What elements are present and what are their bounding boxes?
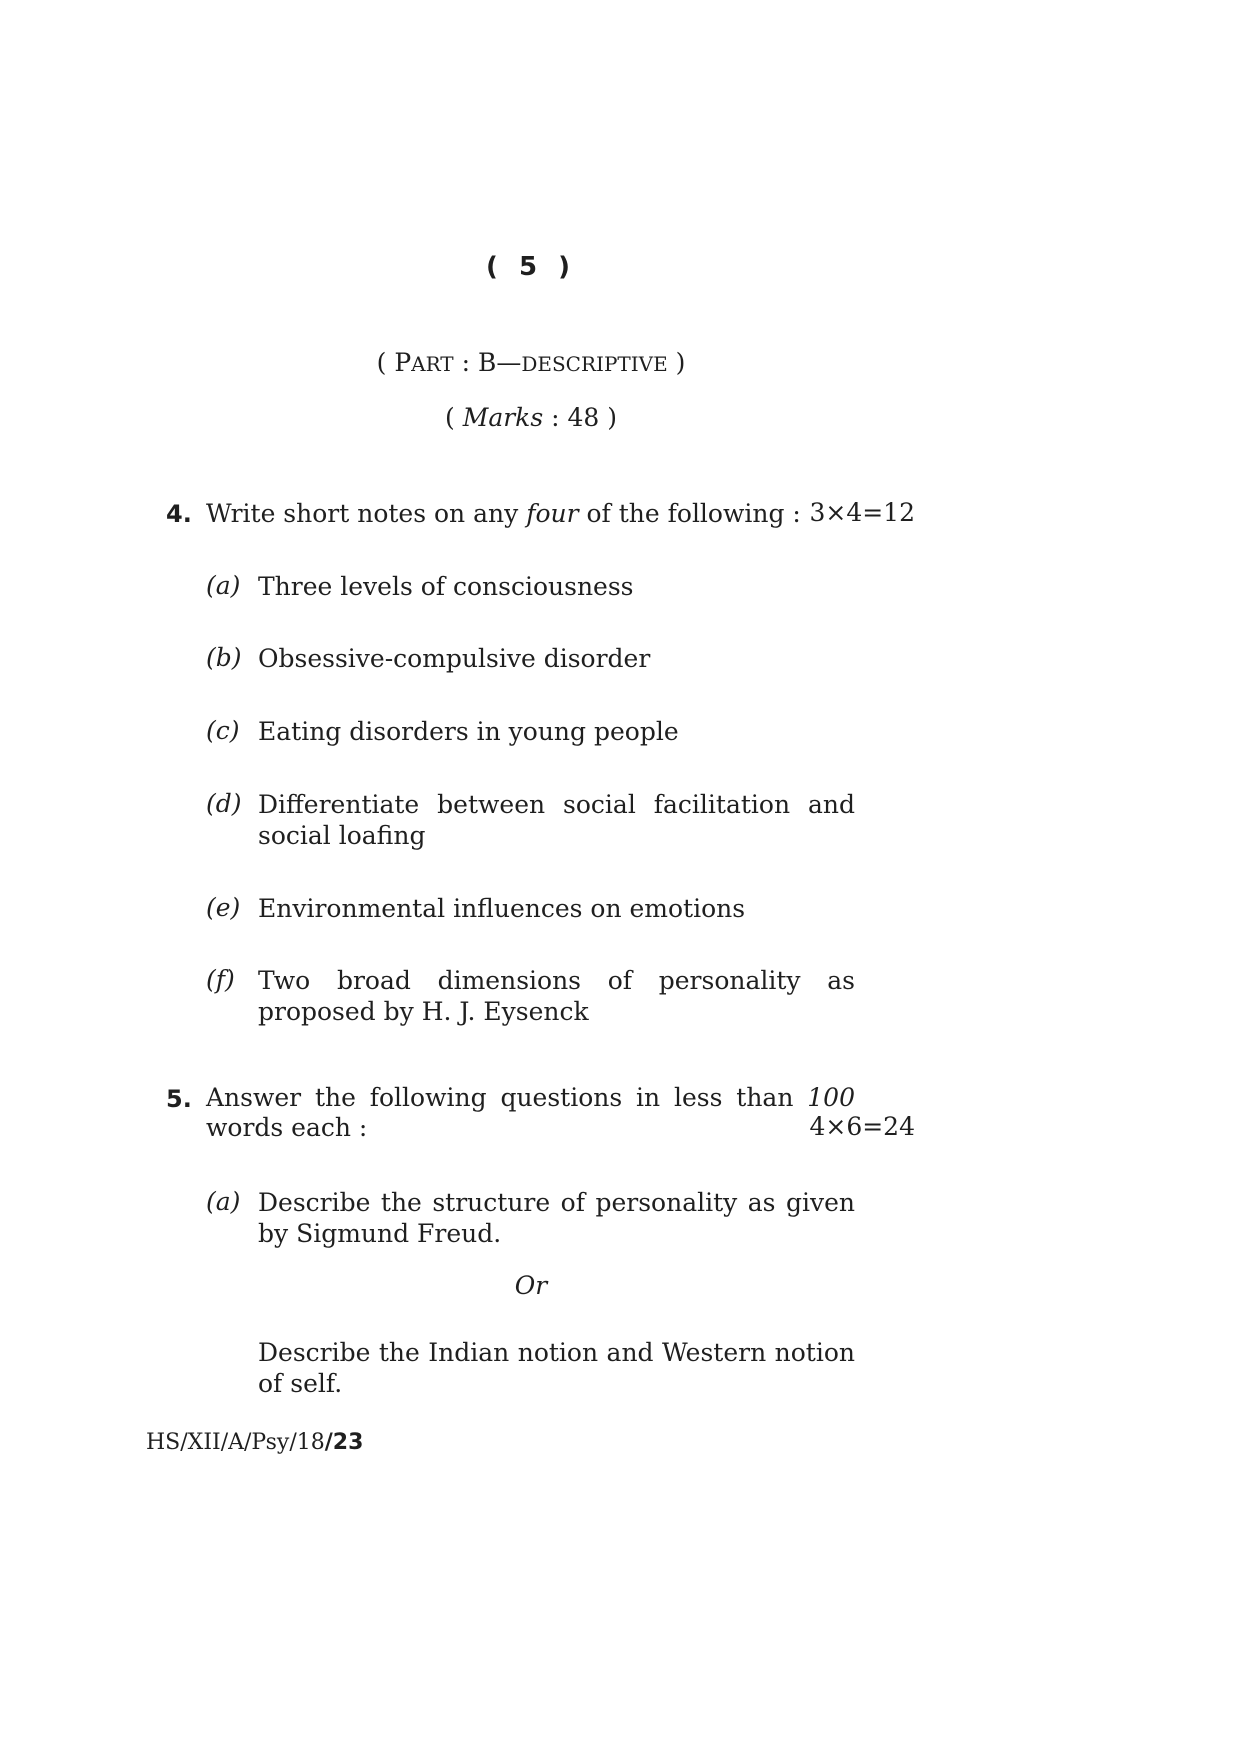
q4-option-text-c: Eating disorders in young people xyxy=(258,717,679,746)
q4-number: 4. xyxy=(166,500,192,528)
q4-option-text-b: Obsessive-compulsive disorder xyxy=(258,644,651,673)
q5-number: 5. xyxy=(166,1085,192,1113)
part-initial: P xyxy=(394,348,412,377)
q5-instruction-line2: words each : xyxy=(206,1113,368,1142)
q4-option-label-f: (f) xyxy=(206,965,235,994)
q4-text-after: of the following : xyxy=(578,499,801,528)
q4-option-label-e: (e) xyxy=(206,893,241,922)
q5-alternative-text: Describe the Indian notion and Western notion of self. xyxy=(258,1338,855,1398)
q4-option-text-f: Two broad dimensions of personality as proposed by H. J. Eysenck xyxy=(258,966,855,1026)
part-descriptive: DESCRIPTIVE xyxy=(521,352,668,376)
q4-text-before: Write short notes on any xyxy=(206,499,527,528)
q4-option-label-d: (d) xyxy=(206,789,242,818)
q5-marks: 4×6=24 xyxy=(809,1112,915,1141)
q5-option-text-a: Describe the structure of personality as given by Sigmund Freud. xyxy=(258,1188,855,1248)
part-separator: : B— xyxy=(453,348,522,377)
q4-option-text-e: Environmental influences on emotions xyxy=(258,894,746,923)
part-close: ) xyxy=(667,348,686,377)
marks-open: ( xyxy=(445,403,463,432)
q5-instruction-line1 xyxy=(206,1083,855,1112)
part-title xyxy=(0,348,1062,377)
footer-page: /23 xyxy=(324,1430,364,1455)
q4-option-text-a: Three levels of consciousness xyxy=(258,572,634,601)
part-open: ( xyxy=(376,348,395,377)
q5-line1-text: Answer the following questions in less than xyxy=(206,1083,794,1112)
marks-label: Marks xyxy=(462,403,544,432)
q4-option-text-d: Differentiate between social facilitation and social loafing xyxy=(258,790,855,850)
q5-or: Or xyxy=(514,1271,548,1300)
q4-option-label-a: (a) xyxy=(206,571,241,600)
marks-line xyxy=(0,403,1062,432)
part-word: ART xyxy=(411,352,454,376)
q5-line1-italic: 100 xyxy=(807,1083,855,1112)
q5-option-label-a: (a) xyxy=(206,1187,241,1216)
q4-option-label-b: (b) xyxy=(206,643,242,672)
q4-instruction xyxy=(206,498,801,530)
marks-value: : 48 ) xyxy=(543,403,617,432)
q4-option-label-c: (c) xyxy=(206,716,240,745)
footer-code-text: HS/XII/A/Psy/18 xyxy=(146,1430,325,1455)
page-number: ( 5 ) xyxy=(486,252,576,282)
footer-code xyxy=(146,1430,363,1455)
q4-marks: 3×4=12 xyxy=(809,498,915,527)
q4-text-italic: four xyxy=(526,499,579,528)
